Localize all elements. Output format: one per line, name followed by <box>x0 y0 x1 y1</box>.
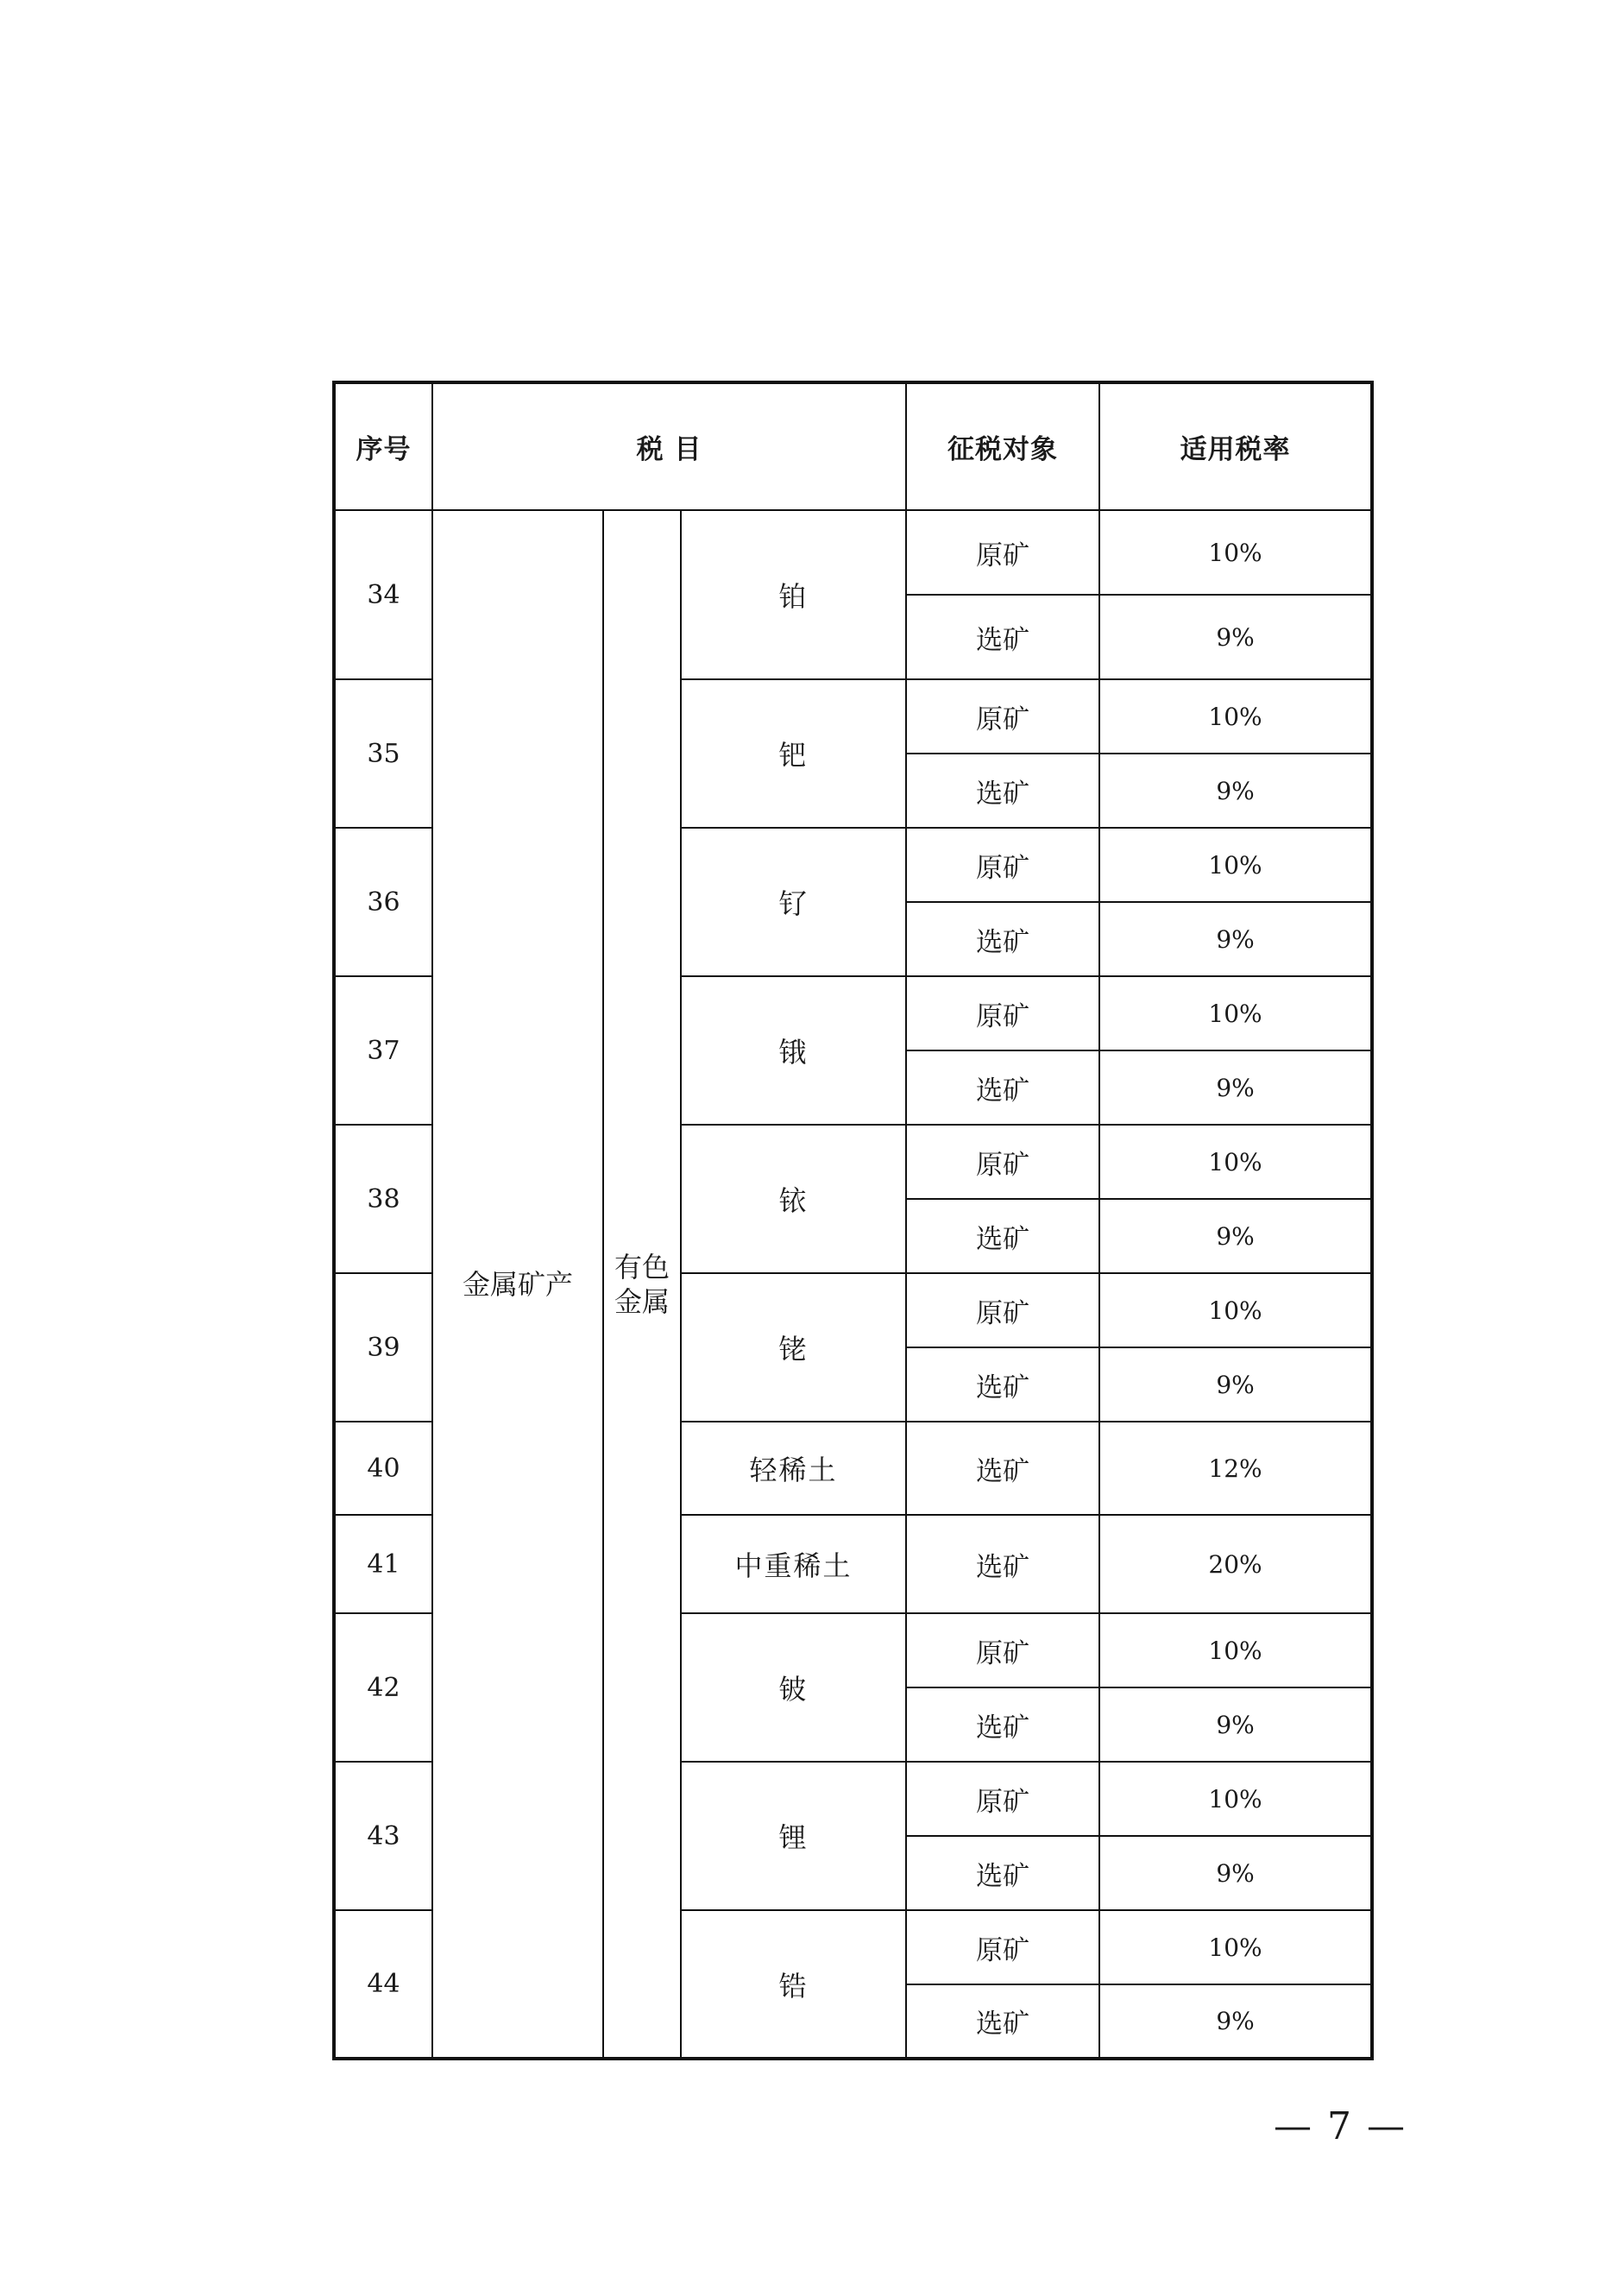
tax-rate-cell: 10% <box>1099 1273 1372 1347</box>
tax-object-cell: 选矿 <box>906 595 1099 679</box>
tax-object-cell: 选矿 <box>906 1199 1099 1273</box>
seq-cell: 40 <box>334 1422 432 1515</box>
seq-cell: 37 <box>334 976 432 1125</box>
mineral-cell: 铱 <box>681 1125 906 1273</box>
tax-rate-cell: 9% <box>1099 1050 1372 1125</box>
tax-object-cell: 原矿 <box>906 679 1099 754</box>
mineral-cell: 钯 <box>681 679 906 828</box>
mineral-cell: 锂 <box>681 1762 906 1910</box>
tax-object-cell: 选矿 <box>906 754 1099 828</box>
tax-rate-cell: 12% <box>1099 1422 1372 1515</box>
header-tax-rate: 适用税率 <box>1099 382 1372 510</box>
tax-rate-cell: 9% <box>1099 595 1372 679</box>
tax-rate-cell: 10% <box>1099 1613 1372 1687</box>
table-row <box>334 510 1372 595</box>
tax-rate-cell: 9% <box>1099 902 1372 976</box>
tax-object-cell: 选矿 <box>906 902 1099 976</box>
seq-cell: 38 <box>334 1125 432 1273</box>
tax-rate-cell: 10% <box>1099 1762 1372 1836</box>
tax-object-cell: 选矿 <box>906 1050 1099 1125</box>
mineral-cell: 铍 <box>681 1613 906 1762</box>
tax-rate-cell: 9% <box>1099 754 1372 828</box>
seq-cell: 43 <box>334 1762 432 1910</box>
mineral-cell: 中重稀土 <box>681 1515 906 1613</box>
tax-object-cell: 原矿 <box>906 1910 1099 1984</box>
tax-rate-cell: 10% <box>1099 679 1372 754</box>
mineral-cell: 锆 <box>681 1910 906 2059</box>
table-body <box>334 382 1372 2059</box>
tax-object-cell: 原矿 <box>906 976 1099 1050</box>
header-row <box>334 382 1372 510</box>
tax-object-cell: 选矿 <box>906 1984 1099 2059</box>
tax-object-cell: 原矿 <box>906 510 1099 595</box>
mineral-cell: 钌 <box>681 828 906 976</box>
tax-rate-cell: 10% <box>1099 976 1372 1050</box>
tax-rate-cell: 10% <box>1099 828 1372 902</box>
header-tax-item: 税 目 <box>432 382 906 510</box>
tax-rate-table <box>332 381 1374 2060</box>
tax-rate-cell: 20% <box>1099 1515 1372 1613</box>
tax-object-cell: 原矿 <box>906 1125 1099 1199</box>
seq-cell: 36 <box>334 828 432 976</box>
tax-object-cell: 原矿 <box>906 1762 1099 1836</box>
tax-object-cell: 原矿 <box>906 1273 1099 1347</box>
seq-cell: 44 <box>334 1910 432 2059</box>
page-number: — 7 — <box>1274 2104 1407 2148</box>
category-cell: 金属矿产 <box>432 510 603 2059</box>
mineral-cell: 轻稀土 <box>681 1422 906 1515</box>
seq-cell: 39 <box>334 1273 432 1422</box>
tax-object-cell: 原矿 <box>906 828 1099 902</box>
tax-object-cell: 选矿 <box>906 1515 1099 1613</box>
mineral-cell: 铂 <box>681 510 906 679</box>
tax-object-cell: 选矿 <box>906 1687 1099 1762</box>
seq-cell: 35 <box>334 679 432 828</box>
header-tax-object: 征税对象 <box>906 382 1099 510</box>
tax-rate-cell: 10% <box>1099 1910 1372 1984</box>
mineral-cell: 锇 <box>681 976 906 1125</box>
tax-rate-cell: 10% <box>1099 1125 1372 1199</box>
mineral-cell: 铑 <box>681 1273 906 1422</box>
tax-rate-cell: 9% <box>1099 1687 1372 1762</box>
tax-object-cell: 选矿 <box>906 1347 1099 1422</box>
tax-object-cell: 选矿 <box>906 1422 1099 1515</box>
seq-cell: 34 <box>334 510 432 679</box>
seq-cell: 42 <box>334 1613 432 1762</box>
tax-rate-cell: 9% <box>1099 1984 1372 2059</box>
tax-rate-cell: 10% <box>1099 510 1372 595</box>
subcategory-cell: 有色金属 <box>603 510 681 2059</box>
tax-object-cell: 原矿 <box>906 1613 1099 1687</box>
tax-rate-cell: 9% <box>1099 1199 1372 1273</box>
tax-rate-cell: 9% <box>1099 1347 1372 1422</box>
tax-rate-cell: 9% <box>1099 1836 1372 1910</box>
tax-object-cell: 选矿 <box>906 1836 1099 1910</box>
seq-cell: 41 <box>334 1515 432 1613</box>
header-seq: 序号 <box>334 382 432 510</box>
